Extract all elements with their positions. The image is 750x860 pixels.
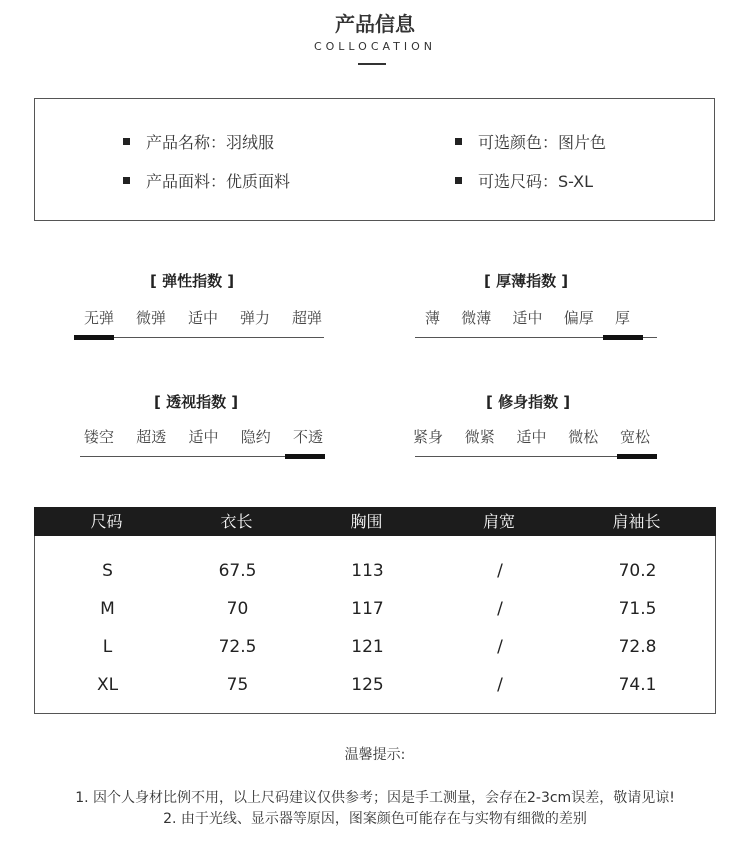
info-product-name: 产品名称：羽绒服 [123, 130, 274, 153]
table-cell: / [497, 599, 503, 619]
table-cell: / [497, 637, 503, 657]
table-cell: 75 [226, 675, 249, 695]
header-cell: 肩袖长 [612, 512, 661, 531]
header-cell: 肩宽 [482, 512, 515, 531]
bullet-icon [455, 138, 462, 145]
transparency-level: 镂空 [84, 428, 115, 446]
fit-index-title: [ 修身指数 ] [486, 393, 571, 411]
header-cell: 尺码 [90, 512, 123, 531]
elasticity-selected-marker [74, 335, 114, 340]
transparency-selected-marker [285, 454, 325, 459]
table-row [35, 666, 715, 704]
size-table-header [34, 507, 716, 536]
notes-title: 温馨提示: [344, 747, 406, 763]
page-subtitle: COLLOCATION [313, 40, 437, 53]
transparency-index-title: [ 透视指数 ] [154, 393, 239, 411]
size-table [34, 507, 716, 714]
table-cell: / [497, 561, 503, 581]
transparency-level: 适中 [188, 428, 219, 446]
transparency-level: 超透 [136, 428, 167, 446]
table-cell: / [497, 675, 503, 695]
table-cell: 70 [226, 599, 249, 619]
table-cell: 72.5 [218, 637, 257, 657]
thickness-level: 厚 [614, 309, 630, 327]
note-line-2: 2. 由于光线、显示器等原因，图案颜色可能存在与实物有细微的差别 [163, 811, 587, 827]
bullet-icon [123, 177, 130, 184]
note-line-1: 1. 因个人身材比例不用，以上尺码建议仅供参考；因是手工测量，会存在2-3cm误差，敬请见谅! [75, 790, 675, 806]
table-row [35, 590, 715, 628]
header-cell: 胸围 [350, 512, 383, 531]
fit-selected-marker [617, 454, 657, 459]
table-cell: 121 [351, 637, 384, 657]
table-cell: 72.8 [618, 637, 657, 657]
table-cell: S [102, 561, 113, 581]
fit-level: 紧身 [413, 428, 444, 446]
table-row [35, 552, 715, 590]
table-cell: 71.5 [618, 599, 657, 619]
elasticity-level: 无弹 [84, 309, 115, 327]
table-cell: 70.2 [618, 561, 657, 581]
elasticity-level: 适中 [187, 309, 218, 327]
transparency-scale [84, 426, 323, 447]
table-cell: 74.1 [618, 675, 657, 695]
fit-level: 宽松 [619, 428, 650, 446]
bullet-icon [455, 177, 462, 184]
table-cell: L [102, 637, 113, 657]
elasticity-scale [84, 307, 322, 328]
fit-scale [413, 426, 650, 447]
table-cell: 125 [351, 675, 384, 695]
fit-level: 微松 [568, 428, 599, 446]
fit-level: 适中 [516, 428, 547, 446]
title-divider [358, 63, 386, 65]
thickness-level: 薄 [425, 309, 441, 327]
transparency-level: 隐约 [240, 428, 271, 446]
info-product-fabric: 产品面料：优质面料 [123, 169, 290, 192]
table-cell: 113 [351, 561, 384, 581]
thickness-level: 微薄 [461, 309, 492, 327]
elasticity-level: 微弹 [135, 309, 166, 327]
page-title: 产品信息 [335, 12, 415, 36]
table-cell: 117 [351, 599, 384, 619]
product-info-box [34, 98, 715, 221]
elasticity-level: 弹力 [239, 309, 270, 327]
info-size: 可选尺码：S-XL [455, 169, 593, 192]
table-row [35, 628, 715, 666]
transparency-level: 不透 [292, 428, 323, 446]
header-cell: 衣长 [220, 512, 253, 531]
thickness-selected-marker [603, 335, 643, 340]
bullet-icon [123, 138, 130, 145]
info-color: 可选颜色：图片色 [455, 130, 606, 153]
table-cell: 67.5 [218, 561, 257, 581]
thickness-level: 偏厚 [563, 309, 594, 327]
fit-level: 微紧 [464, 428, 495, 446]
table-cell: XL [96, 675, 119, 695]
elasticity-level: 超弹 [291, 309, 322, 327]
thickness-index-title: [ 厚薄指数 ] [484, 272, 569, 290]
elasticity-index-title: [ 弹性指数 ] [150, 272, 235, 290]
thickness-scale [425, 307, 630, 328]
thickness-level: 适中 [512, 309, 543, 327]
table-cell: M [100, 599, 115, 619]
